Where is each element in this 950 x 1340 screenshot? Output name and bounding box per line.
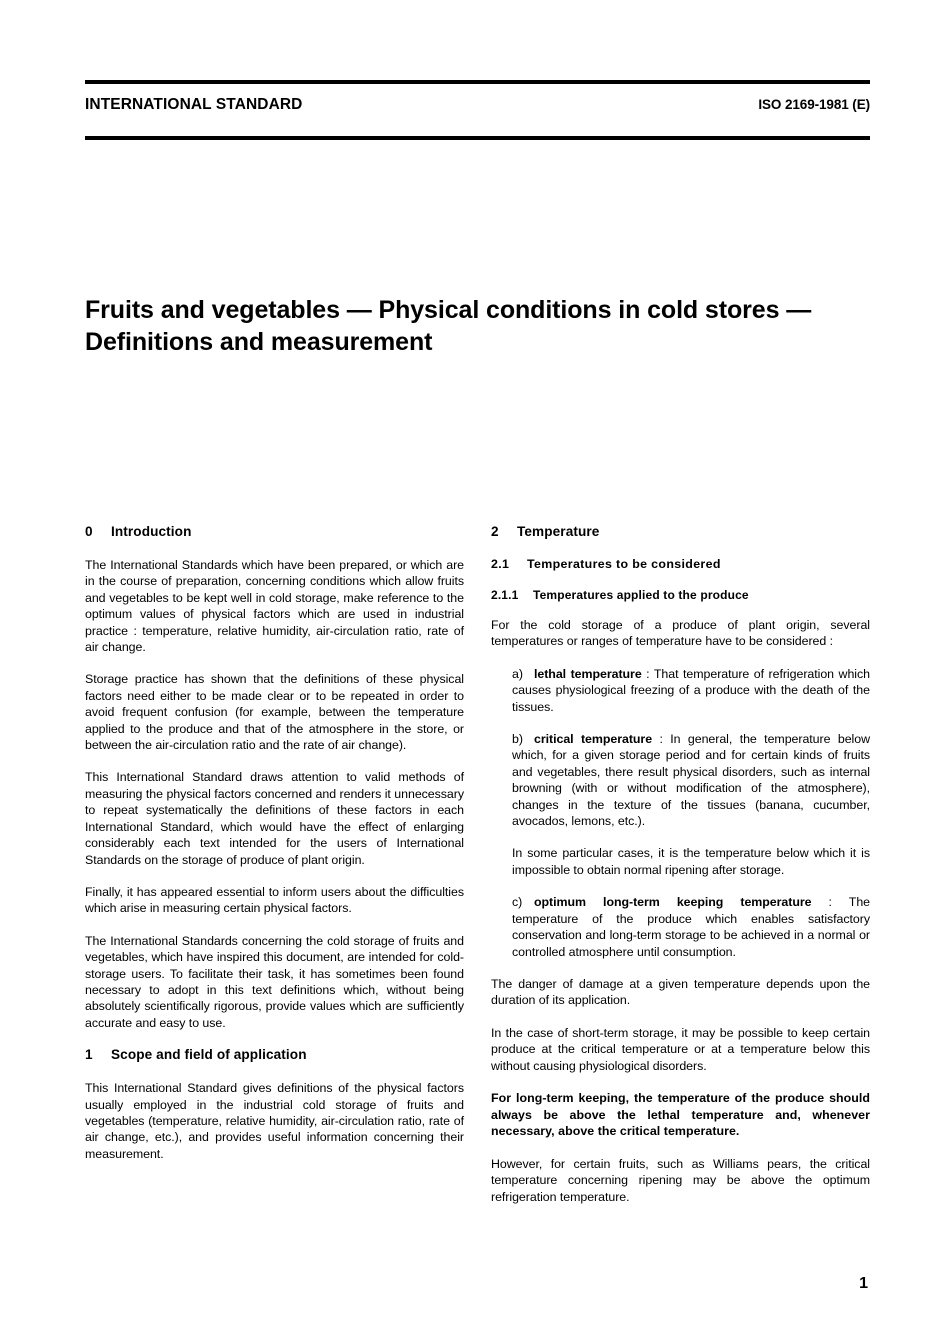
paragraph-2-1-1-intro: For the cold storage of a produce of plant origin, several temperatures or ranges of temperature have to be considered : xyxy=(491,618,870,649)
note-after-item-b: In some particular cases, it is the temperature below which it is impossible to obtain normal ripening after storage. xyxy=(512,846,870,877)
standard-reference-label: ISO 2169-1981 (E) xyxy=(758,97,870,112)
subsection-number-2-1: 2.1 xyxy=(491,557,510,571)
standard-type-label: INTERNATIONAL STANDARD xyxy=(85,96,303,113)
list-text-c: : The temperature of the produce which enables satisfactory conservation and long-term storage to be achieved in a normal or controlled atmosphere until consumption. xyxy=(512,895,871,959)
page-number: 1 xyxy=(859,1275,868,1292)
section-number-2: 2 xyxy=(491,524,499,539)
section-title-1: Scope and field of application xyxy=(111,1047,307,1063)
subsection-number-2-1-1: 2.1.1 xyxy=(491,588,519,602)
list-item-b xyxy=(491,731,870,829)
list-term-a: lethal temperature xyxy=(534,666,642,681)
paragraph-0-5: The International Standards concerning the cold storage of fruits and vegetables, which have inspired this document, are intended for cold-storage users. To facilitate their task, it has sometimes been found necessary to adopt in this text definitions which, without being absolutely scientifically rigorous, provide values which are sufficiently accurate and easy to use. xyxy=(85,933,464,1030)
paragraph-1-1: This International Standard gives definitions of the physical factors usually employed in the industrial cold storage of fruits and vegetables (temperature, relative humidity, air-circulation ratio, rate of air change, etc.), and provides useful information concerning their measurement. xyxy=(85,1081,464,1161)
section-title-0: Introduction xyxy=(111,524,192,539)
paragraph-0-3: This International Standard draws attention to valid methods of measuring the physical factors concerned and renders it unnecessary to repeat systematically the definitions of these factors in each International Standard, which would have the effect of enlarging considerably each text intended for the users of International Standards on the storage of produce of plant origin. xyxy=(85,770,464,867)
list-term-b: critical temperature xyxy=(534,732,653,747)
section-heading-1 xyxy=(85,1047,464,1062)
paragraph-danger-of-damage: The danger of damage at a given temperature depends upon the duration of its application. xyxy=(491,976,870,1008)
paragraph-long-term-keeping-emphasis: For long-term keeping, the temperature of the produce should always be above the lethal temperature and, whenever necessary, above the critical temperature. xyxy=(491,1090,870,1139)
list-text-b: : In general, the temperature below which, for a given storage period and for certain kinds of fruits and vegetables, there result physical disorders, such as internal browning (with or without modification of the atmosphere), changes in the texture of the tissues (banana, cucumber, avocados, lemons, etc.). xyxy=(512,732,870,829)
paragraph-short-term-storage: In the case of short-term storage, it may be possible to keep certain produce at the critical temperature or at a temperature below this without causing physiological disorders. xyxy=(491,1025,870,1073)
list-term-c: optimum long-term keeping temperature xyxy=(534,895,812,910)
list-item-a xyxy=(491,666,870,715)
subsection-title-2-1: Temperatures to be considered xyxy=(527,557,721,571)
header-rule-top xyxy=(85,80,870,84)
subsection-heading-2-1-1 xyxy=(491,588,870,602)
paragraph-0-1: The International Standards which have been prepared, or which are in the course of preparation, concerning conditions which allow fruits and vegetables to be kept well in cold storage, make reference to the optimum values of physical factors which are used in industrial practice : temperature, relative humidity, air-circulation ratio, rate of air change. xyxy=(85,558,464,655)
section-number-1: 1 xyxy=(85,1047,93,1063)
section-heading-2 xyxy=(491,524,870,539)
section-title-2: Temperature xyxy=(517,524,600,539)
section-heading-0 xyxy=(85,524,464,539)
subsection-title-2-1-1: Temperatures applied to the produce xyxy=(533,588,749,602)
header-row xyxy=(85,96,870,114)
list-item-c xyxy=(491,894,870,960)
list-marker-b: b) xyxy=(512,732,523,747)
right-column xyxy=(491,524,870,1205)
left-column xyxy=(85,524,464,1205)
list-text-a: : That temperature of refrigeration which causes physiological freezing of a produce with the death of the tissues. xyxy=(512,666,870,714)
header-rule-bottom xyxy=(85,136,870,140)
paragraph-0-2: Storage practice has shown that the definitions of these physical factors need either to be made clear or to be repeated in order to avoid frequent confusion (for example, between the temperature applied to the produce and that of the atmosphere in the store, or between the air-circulation ratio and the rate of air change). xyxy=(85,672,464,753)
page-title: Fruits and vegetables — Physical conditions in cold stores — Definitions and measurement xyxy=(85,295,812,356)
paragraph-williams-pears: However, for certain fruits, such as Williams pears, the critical temperature concerning ripening may be above the optimum refrigeration temperature. xyxy=(491,1156,870,1204)
body-columns xyxy=(85,524,870,1205)
section-number-0: 0 xyxy=(85,524,93,539)
subsection-heading-2-1 xyxy=(491,557,870,571)
list-marker-a: a) xyxy=(512,666,523,681)
list-marker-c: c) xyxy=(512,895,523,910)
paragraph-0-4: Finally, it has appeared essential to inform users about the difficulties which arise in measuring certain physical factors. xyxy=(85,884,464,916)
